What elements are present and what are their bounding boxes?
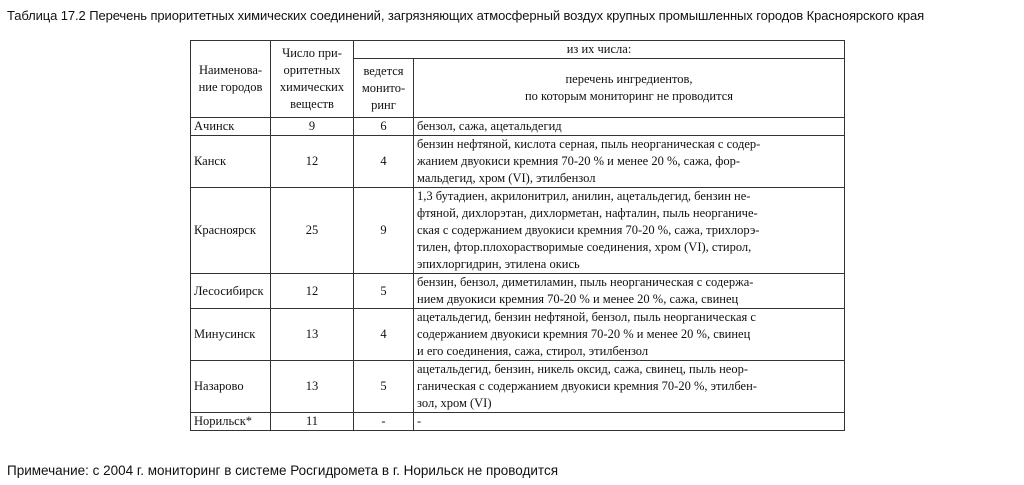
monitored-cell: 5 <box>354 361 414 413</box>
pollutants-table <box>190 40 845 431</box>
monitored-cell: 4 <box>354 136 414 188</box>
header-city: Наименова- ние городов <box>191 41 271 118</box>
monitored-cell: 5 <box>354 274 414 309</box>
count-cell: 12 <box>271 274 354 309</box>
list-cell: 1,3 бутадиен, акрилонитрил, анилин, ацетальдегид, бензин не- фтяной, дихлорэтан, дихлорметан, нафталин, пыль неорганиче- ская с содержанием двуокиси кремния 70-20 %, сажа, трихлорэ- тилен, фтор.плохорастворимые соединения, хром (VI), стирол, эпихлоргидрин, этилена окись <box>414 188 845 274</box>
city-cell: Минусинск <box>191 309 271 361</box>
list-cell: бензин, бензол, диметиламин, пыль неорганическая с содержа- нием двуокиси кремния 70-20 % и менее 20 %, сажа, свинец <box>414 274 845 309</box>
city-cell: Назарово <box>191 361 271 413</box>
table-row <box>191 274 845 309</box>
list-cell: - <box>414 413 845 431</box>
list-cell: ацетальдегид, бензин, никель оксид, сажа, свинец, пыль неор- ганическая с содержанием двуокиси кремния 70-20 %, этилбен- зол, хром (VI) <box>414 361 845 413</box>
count-cell: 13 <box>271 309 354 361</box>
list-cell: бензол, сажа, ацетальдегид <box>414 118 845 136</box>
monitored-cell: 9 <box>354 188 414 274</box>
table-row <box>191 361 845 413</box>
monitored-cell: - <box>354 413 414 431</box>
count-cell: 12 <box>271 136 354 188</box>
header-count: Число при- оритетных химических веществ <box>271 41 354 118</box>
table-row <box>191 136 845 188</box>
city-cell: Норильск* <box>191 413 271 431</box>
count-cell: 9 <box>271 118 354 136</box>
header-group: из их числа: <box>354 41 845 59</box>
table-row <box>191 118 845 136</box>
table-note: Примечание: с 2004 г. мониторинг в системе Росгидромета в г. Норильск не проводится <box>7 463 559 478</box>
table-caption: Таблица 17.2 Перечень приоритетных химических соединений, загрязняющих атмосферный воздух крупных промышленных городов Красноярского края <box>7 8 925 23</box>
table-row <box>191 413 845 431</box>
city-cell: Ачинск <box>191 118 271 136</box>
header-monitored: ведется монито- ринг <box>354 59 414 118</box>
city-cell: Лесосибирск <box>191 274 271 309</box>
monitored-cell: 4 <box>354 309 414 361</box>
list-cell: ацетальдегид, бензин нефтяной, бензол, пыль неорганическая с содержанием двуокиси кремния 70-20 % и менее 20 %, свинец и его соединения, сажа, стирол, этилбензол <box>414 309 845 361</box>
table-row <box>191 188 845 274</box>
count-cell: 13 <box>271 361 354 413</box>
city-cell: Канск <box>191 136 271 188</box>
count-cell: 25 <box>271 188 354 274</box>
list-cell: бензин нефтяной, кислота серная, пыль неорганическая с содер- жанием двуокиси кремния 70-20 % и менее 20 %, сажа, фор- мальдегид, хром (VI), этилбензол <box>414 136 845 188</box>
table-row <box>191 309 845 361</box>
city-cell: Красноярск <box>191 188 271 274</box>
header-not-monitored: перечень ингредиентов, по которым мониторинг не проводится <box>414 59 845 118</box>
monitored-cell: 6 <box>354 118 414 136</box>
count-cell: 11 <box>271 413 354 431</box>
